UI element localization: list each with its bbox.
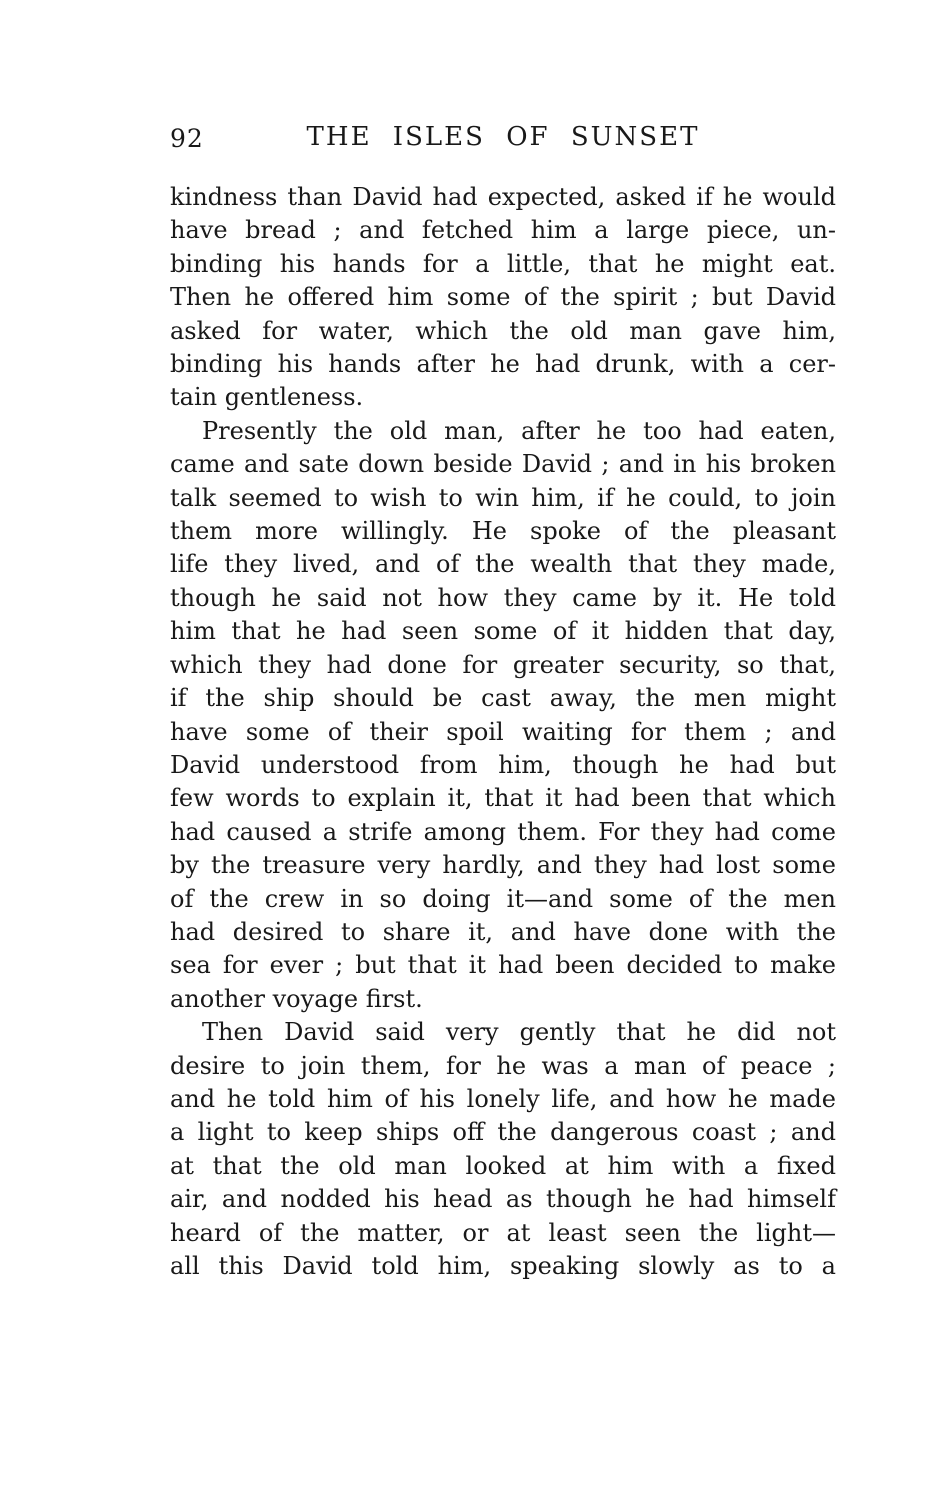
paragraph <box>170 415 836 1016</box>
text-line: binding his hands for a little, that he might eat. <box>170 249 836 278</box>
text-line: of the crew in so doing it—and some of the men <box>170 884 836 913</box>
text-line: another voyage first. <box>170 984 423 1013</box>
text-line: tain gentleness. <box>170 383 364 412</box>
text-line: binding his hands after he had drunk, with a cer- <box>170 350 836 379</box>
text-line: Then he offered him some of the spirit ; but David <box>170 283 836 312</box>
text-line: Presently the old man, after he too had eaten, <box>202 416 836 445</box>
text-line: asked for water, which the old man gave him, <box>170 316 836 345</box>
text-line: had desired to share it, and have done with the <box>170 917 836 946</box>
text-line: sea for ever ; but that it had been decided to make <box>170 951 836 980</box>
text-line: them more willingly. He spoke of the pleasant <box>170 517 836 546</box>
text-line: kindness than David had expected, asked if he would <box>170 183 836 211</box>
text-line: have some of their spoil waiting for them ; and <box>170 717 836 746</box>
text-line: all this David told him, speaking slowly as to a <box>170 1252 836 1280</box>
paragraph <box>170 1016 836 1283</box>
text-line: came and sate down beside David ; and in his broken <box>170 450 836 479</box>
text-line: by the treasure very hardly, and they had lost some <box>170 851 836 880</box>
text-line: him that he had seen some of it hidden that day, <box>170 617 836 646</box>
text-line: David understood from him, though he had but <box>170 750 836 779</box>
text-line: though he said not how they came by it. He told <box>170 583 836 612</box>
text-line: and he told him of his lonely life, and how he made <box>170 1084 836 1113</box>
text-line: had caused a strife among them. For they had come <box>170 817 836 846</box>
page-header <box>170 122 836 162</box>
text-line: have bread ; and fetched him a large piece, un- <box>170 216 836 245</box>
text-line: life they lived, and of the wealth that they made, <box>170 550 836 579</box>
text-line: at that the old man looked at him with a fixed <box>170 1151 836 1180</box>
text-line: if the ship should be cast away, the men might <box>170 684 836 713</box>
text-line: a light to keep ships off the dangerous coast ; and <box>170 1118 836 1147</box>
text-line: few words to explain it, that it had been that which <box>170 784 836 813</box>
running-title: THE ISLES OF SUNSET <box>306 122 700 152</box>
text-line: heard of the matter, or at least seen the light— <box>170 1218 836 1247</box>
text-line: desire to join them, for he was a man of peace ; <box>170 1051 836 1080</box>
text-line: Then David said very gently that he did not <box>202 1018 836 1047</box>
page-number: 92 <box>170 124 204 153</box>
text-line: talk seemed to wish to win him, if he could, to join <box>170 483 836 512</box>
text-block <box>170 181 836 1283</box>
text-line: air, and nodded his head as though he had himself <box>170 1185 836 1214</box>
paragraph <box>170 181 836 415</box>
text-line: which they had done for greater security, so that, <box>170 650 836 679</box>
